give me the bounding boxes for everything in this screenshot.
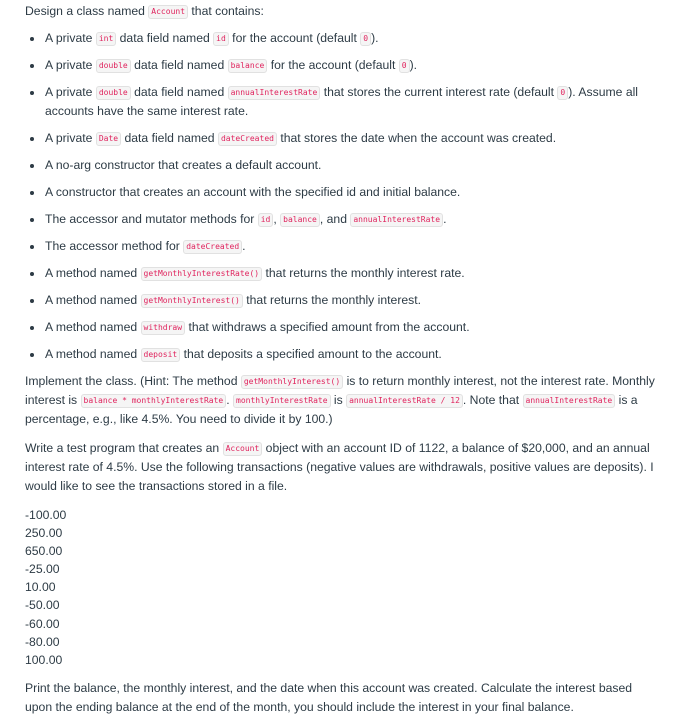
inline-code: balance (280, 213, 320, 227)
inline-code: Account (223, 442, 263, 456)
inline-code: Date (96, 132, 121, 146)
requirement-item-accessors-mutators: The accessor and mutator methods for id , balance , and annualInterestRate . (25, 210, 661, 229)
transaction-value: 100.00 (25, 652, 63, 667)
inline-code: withdraw (141, 321, 186, 335)
requirement-item-date-accessor: The accessor method for dateCreated . (25, 237, 661, 256)
inline-code: 0 (557, 86, 568, 100)
inline-code: Account (148, 5, 188, 19)
inline-code: balance * monthlyInterestRate (81, 394, 227, 408)
intro-text: that contains: (188, 4, 264, 18)
test-program-paragraph: Write a test program that creates an Account object with an account ID of 1122, a balance of $20,000, and an annual interest rate of 4.5%. Use the following transactions (negative values are withdrawals, positive values are deposits). I would like to see the transactions stored in a file. (25, 441, 654, 493)
implement-paragraph: Implement the class. (Hint: The method getMonthlyInterest() is to return monthly interest, not the interest rate. Monthly interest is balance * monthlyInterestRate . monthlyInterestRate is annualInterestRate / 12 . Note that annualInterestRate is a percentage, e.g., like 4.5%. You need to divide it by 100.) (25, 374, 655, 426)
requirement-item-interest-rate: A private double data field named annualInterestRate that stores the current interest rate (default 0 ). Assume all accounts have the same interest rate. (25, 83, 661, 121)
inline-code: balance (228, 59, 268, 73)
inline-code: getMonthlyInterest() (241, 375, 343, 389)
transaction-value: 10.00 (25, 580, 56, 595)
transaction-value: 250.00 (25, 526, 63, 541)
transactions-list (25, 506, 661, 669)
requirement-item-deposit: A method named deposit that deposits a specified amount to the account. (25, 345, 661, 364)
requirement-item-date-created: A private Date data field named dateCreated that stores the date when the account was created. (25, 129, 661, 148)
inline-code: 0 (399, 59, 410, 73)
final-instructions-paragraph: Print the balance, the monthly interest, and the date when this account was created. Calculate the interest based upon the ending balance at the end of the month, you should include the interest in your final balance. (25, 680, 633, 714)
inline-code: 0 (360, 32, 371, 46)
requirement-item-monthly-rate: A method named getMonthlyInterestRate() that returns the monthly interest rate. (25, 264, 661, 283)
requirement-item-noarg-constructor: A no-arg constructor that creates a default account. (25, 156, 661, 175)
inline-code: deposit (141, 348, 181, 362)
inline-code: annualInterestRate (228, 86, 321, 100)
inline-code: getMonthlyInterest() (141, 294, 243, 308)
requirements-list (25, 29, 661, 364)
transaction-value: -50.00 (25, 598, 60, 613)
inline-code: id (213, 32, 229, 46)
requirement-item-balance: A private double data field named balance for the account (default 0 ). (25, 56, 661, 75)
requirement-item-withdraw: A method named withdraw that withdraws a specified amount from the account. (25, 318, 661, 337)
transaction-value: -100.00 (25, 508, 67, 522)
requirement-item-id: A private int data field named id for the account (default 0 ). (25, 29, 661, 48)
intro-text: Design a class named (25, 4, 149, 18)
inline-code: annualInterestRate / 12 (346, 394, 463, 408)
requirement-item-constructor: A constructor that creates an account with the specified id and initial balance. (25, 183, 661, 202)
inline-code: double (96, 59, 131, 73)
requirement-item-monthly-interest: A method named getMonthlyInterest() that returns the monthly interest. (25, 291, 661, 310)
inline-code: monthlyInterestRate (233, 394, 331, 408)
inline-code: double (96, 86, 131, 100)
inline-code: dateCreated (218, 132, 277, 146)
transaction-value: -60.00 (25, 616, 60, 631)
transaction-value: -80.00 (25, 634, 60, 649)
transaction-value: 650.00 (25, 544, 63, 559)
inline-code: int (96, 32, 116, 46)
transaction-value: -25.00 (25, 562, 60, 577)
inline-code: dateCreated (183, 240, 242, 254)
inline-code: annualInterestRate (350, 213, 443, 227)
inline-code: annualInterestRate (523, 394, 616, 408)
inline-code: id (258, 213, 274, 227)
intro-paragraph (25, 2, 661, 21)
inline-code: getMonthlyInterestRate() (141, 267, 263, 281)
